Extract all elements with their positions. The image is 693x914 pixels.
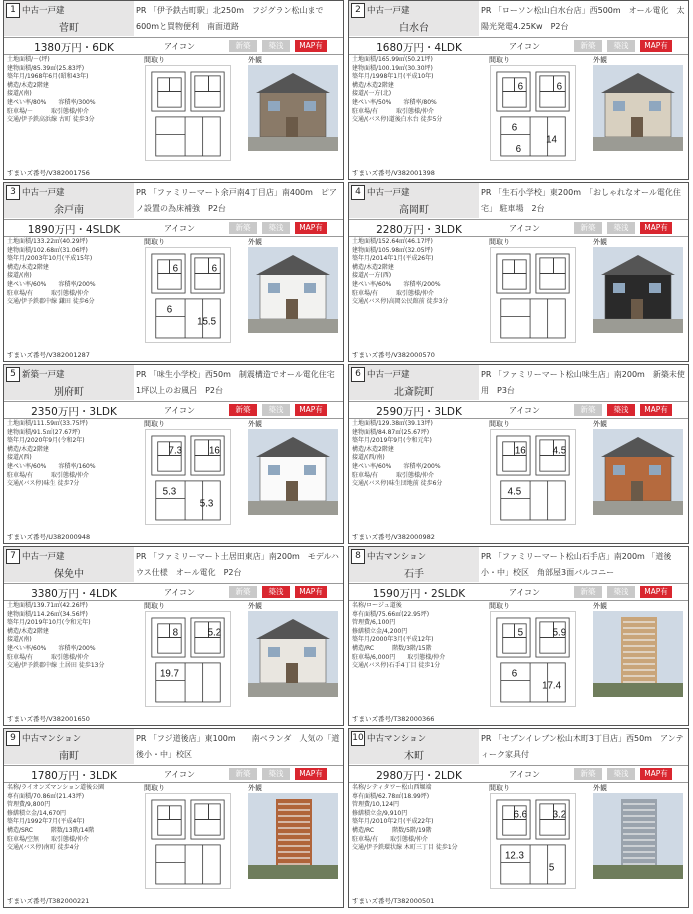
listing-number: 10 [351, 731, 365, 746]
price-bar [4, 583, 343, 601]
listing-code: すまいズ番号/V382001756 [7, 169, 90, 177]
exterior-photo[interactable] [593, 611, 683, 697]
spec-line: 交通/伊予鉄郡中線 土居田 徒歩13分 [7, 662, 105, 670]
spec-line: 土地面積/－(坪) [7, 56, 50, 63]
listing-header [4, 547, 343, 582]
badge-new-build: 新築 [574, 768, 602, 780]
badge-map[interactable]: MAP有 [640, 40, 672, 52]
spec-line: 駐車場/－ 取引態様/仲介 [7, 107, 90, 115]
property-type: 中古一戸建 [367, 188, 410, 198]
listing-code: すまいズ番号/T382000221 [7, 897, 90, 905]
exterior-label: 外観 [248, 238, 262, 246]
svg-text:5: 5 [548, 862, 555, 874]
spec-line: 交通/(バス停)石手4丁目 徒歩1分 [352, 662, 441, 670]
spec-list [7, 784, 139, 853]
exterior-photo[interactable] [248, 611, 338, 697]
badge-map[interactable]: MAP有 [640, 404, 672, 416]
listing-number: 6 [351, 367, 365, 382]
property-type: 中古一戸建 [22, 6, 65, 16]
spec-line: 接道/(南) [7, 636, 32, 644]
price: 2280万円・3LDK [376, 224, 462, 236]
spec-line: 土地面積/133.22㎡(40.29坪) [7, 238, 88, 245]
price-bar [349, 765, 688, 783]
price: 3380万円・4LDK [31, 588, 117, 600]
listing-card[interactable] [348, 364, 689, 544]
spec-line: 土地面積/139.71㎡(42.26坪) [7, 602, 88, 609]
price-bar [4, 401, 343, 419]
listing-card[interactable] [348, 182, 689, 362]
spec-line: 構造/木造2階建 [352, 263, 394, 271]
price: 1780万円・3LDK [31, 770, 117, 782]
svg-text:4.5: 4.5 [507, 486, 522, 498]
badge-new-build: 新築 [574, 222, 602, 234]
property-area: 余戸南 [54, 205, 84, 216]
price: 1680万円・4LDK [376, 42, 462, 54]
badge-new-build: 新築 [574, 404, 602, 416]
exterior-photo[interactable] [593, 65, 683, 151]
spec-line: 駐車場/6,000円 取引態様/仲介 [352, 653, 446, 661]
spec-line: 修繕積立金/9,910円 [352, 809, 408, 817]
pr-text: PR 「伊予鉄古町駅」北250m フジグラン松山まで600mと買物便利 南面道路 [136, 6, 324, 31]
property-area: 石手 [404, 569, 424, 580]
listing-card[interactable] [348, 728, 689, 908]
badge-recently-built: 築浅 [262, 404, 290, 416]
spec-line: 交通/(バス停)南町 徒歩4分 [7, 844, 80, 852]
spec-line: 建物面積/91.5㎡(27.67坪) [7, 428, 81, 436]
svg-text:6: 6 [517, 81, 524, 93]
listing-code: すまいズ番号/U382000948 [7, 533, 91, 541]
badge-new-build: 新築 [574, 586, 602, 598]
spec-line: 構造/木造2階建 [7, 81, 49, 89]
property-type-box [4, 183, 134, 218]
spec-list [352, 784, 484, 853]
property-type: 中古マンション [367, 552, 427, 562]
spec-line: 名称/ロージュ道後 [352, 602, 402, 609]
spec-line: 構造/RC 階数/3階/15階 [352, 644, 432, 652]
spec-line: 築年月/1968年6月(昭和43年) [7, 73, 89, 81]
pr-text: PR 「ファミリーマート余戸南4丁目店」南400m ピアノ設置の為床補強 P2台 [136, 188, 337, 213]
spec-line: 建物面積/114.26㎡(34.56坪) [7, 610, 88, 618]
floor-plan-label: 間取り [144, 784, 165, 792]
property-type: 中古マンション [22, 734, 82, 744]
floor-plan-image[interactable] [490, 429, 576, 525]
floor-plan-label: 間取り [489, 784, 510, 792]
pr-text: PR 「ファミリーマート松山味生店」南200m 新築未使用 P3台 [481, 370, 685, 395]
listing-header [349, 547, 688, 582]
spec-list [7, 56, 139, 125]
spec-line: 交通/(バス停)高岡公民館前 徒歩3分 [352, 298, 449, 306]
spec-line: 建ぺい率/50% 容積率/80% [352, 98, 437, 106]
price-bar [349, 583, 688, 601]
spec-line: 築年月/2020年9月(令和2年) [7, 437, 85, 445]
badge-map[interactable]: MAP有 [295, 222, 327, 234]
floor-plan-label: 間取り [489, 420, 510, 428]
svg-text:12.3: 12.3 [504, 850, 524, 862]
pr-text: PR 「ローソン松山白水台店」西500m オール電化 太陽光発電4.25Kw P2台 [481, 6, 685, 31]
spec-line: 構造/木造2階建 [7, 627, 49, 635]
badge-new-build: 新築 [229, 768, 257, 780]
spec-line: 交通/伊予鉄環状線 木町三丁目 徒歩1分 [352, 844, 458, 852]
spec-line: 専有面積/62.78㎡(18.99坪) [352, 792, 430, 800]
badge-map[interactable]: MAP有 [640, 222, 672, 234]
listing-card[interactable] [3, 364, 344, 544]
spec-line: 管理費/6,100円 [352, 619, 396, 627]
property-type: 中古一戸建 [367, 6, 410, 16]
property-type-box [349, 547, 479, 582]
svg-text:5.2: 5.2 [207, 627, 222, 639]
spec-line: 建ぺい率/60% 容積率/200% [7, 280, 96, 288]
listing-code: すまいズ番号/V382001287 [7, 351, 90, 359]
property-area: 木町 [404, 751, 424, 762]
badge-map[interactable]: MAP有 [640, 586, 672, 598]
exterior-photo[interactable] [248, 793, 338, 879]
listing-number: 2 [351, 3, 365, 18]
listing-header [349, 365, 688, 400]
svg-text:14: 14 [546, 134, 557, 146]
spec-line: 接道/(西/南) [352, 454, 385, 462]
floor-plan-image[interactable] [145, 793, 231, 889]
pr-text: PR 「フジ道後店」東100m 南ベランダ 人気の「道後小・中」校区 [136, 734, 340, 759]
spec-line: 名称/ライオンズマンション道後公園 [7, 784, 105, 791]
exterior-photo[interactable] [248, 247, 338, 333]
spec-line: 建ぺい率/60% 容積率/160% [7, 462, 96, 470]
badge-new-build: 新築 [229, 222, 257, 234]
svg-text:6: 6 [511, 122, 518, 134]
spec-line: 接道/(一方(北) [352, 90, 392, 98]
svg-text:6: 6 [556, 81, 563, 93]
spec-line: 構造/木造2階建 [7, 445, 49, 453]
price: 2980万円・2LDK [376, 770, 462, 782]
badge-new-build: 新築 [229, 586, 257, 598]
exterior-photo[interactable] [593, 429, 683, 515]
property-type: 中古マンション [367, 734, 427, 744]
listing-header [349, 1, 688, 36]
icon-label: アイコン [164, 406, 195, 415]
icon-label: アイコン [509, 406, 540, 415]
svg-text:5.3: 5.3 [199, 498, 214, 510]
spec-line: 交通/(バス停)味生 徒歩7分 [7, 480, 80, 488]
spec-line: 構造/木造2階建 [352, 81, 394, 89]
floor-plan-image[interactable] [490, 793, 576, 889]
icon-label: アイコン [164, 770, 195, 779]
listing-header [349, 183, 688, 218]
listing-header [4, 1, 343, 36]
svg-text:6: 6 [515, 144, 522, 156]
spec-list [352, 56, 484, 125]
spec-line: 専有面積/75.66㎡(22.95坪) [352, 610, 430, 618]
spec-line: 管理費/10,124円 [352, 801, 400, 809]
spec-line: 駐車場/有 取引態様/仲介 [352, 107, 435, 115]
property-type: 中古一戸建 [22, 188, 65, 198]
spec-line: 建ぺい率/60% 容積率/200% [352, 462, 441, 470]
spec-line: 築年月/2014年1月(平成26年) [352, 255, 434, 263]
property-area: 北斎院町 [394, 387, 434, 398]
spec-line: 専有面積/70.86㎡(21.43坪) [7, 792, 85, 800]
spec-list [7, 420, 139, 489]
listing-code: すまいズ番号/V382000570 [352, 351, 435, 359]
badge-recently-built: 築浅 [607, 40, 635, 52]
pr-text: PR 「セブンイレブン松山木町3丁目店」西50m アンティーク家具付 [481, 734, 684, 759]
spec-line: 修繕積立金/14,670円 [7, 809, 67, 817]
floor-plan-image[interactable] [145, 65, 231, 161]
icon-label: アイコン [509, 588, 540, 597]
listing-code: すまいズ番号/V382001398 [352, 169, 435, 177]
exterior-label: 外観 [248, 420, 262, 428]
spec-line: 構造/SRC 階数/13階/14階 [7, 826, 95, 834]
exterior-label: 外観 [248, 784, 262, 792]
price-bar [349, 37, 688, 55]
property-type-box [4, 547, 134, 582]
price: 2590万円・3LDK [376, 406, 462, 418]
floor-plan-label: 間取り [144, 238, 165, 246]
svg-text:6: 6 [172, 263, 179, 275]
spec-line: 建物面積/102.68㎡(31.06坪) [7, 246, 88, 254]
property-area: 南町 [59, 751, 79, 762]
property-type: 中古一戸建 [22, 552, 65, 562]
spec-line: 駐車場/有 取引態様/仲介 [7, 471, 90, 479]
spec-line: 建ぺい率/60% 容積率/200% [352, 280, 441, 288]
badge-recently-built: 築浅 [607, 222, 635, 234]
price-bar [4, 765, 343, 783]
badge-map[interactable]: MAP有 [295, 586, 327, 598]
spec-line: 土地面積/165.99㎡(50.21坪) [352, 56, 433, 63]
listing-code: すまいズ番号/V382000982 [352, 533, 435, 541]
svg-text:15.5: 15.5 [197, 316, 217, 328]
floor-plan-label: 間取り [489, 56, 510, 64]
listing-number: 4 [351, 185, 365, 200]
listing-number: 7 [6, 549, 20, 564]
spec-line: 築年月/2010年2月(平成22年) [352, 818, 434, 826]
listing-code: すまいズ番号/T382000501 [352, 897, 435, 905]
spec-line: 建物面積/84.87㎡(25.67坪) [352, 428, 430, 436]
spec-line: 接道/(南) [7, 90, 32, 98]
svg-text:8: 8 [172, 627, 179, 639]
floor-plan-label: 間取り [144, 56, 165, 64]
icon-label: アイコン [164, 42, 195, 51]
price: 1890万円・4SLDK [27, 224, 121, 236]
floor-plan-label: 間取り [489, 238, 510, 246]
floor-plan-image[interactable] [490, 247, 576, 343]
listing-header [4, 729, 343, 764]
badge-recently-built: 築浅 [607, 586, 635, 598]
property-area: 別府町 [54, 387, 84, 398]
exterior-label: 外観 [248, 56, 262, 64]
floor-plan-label: 間取り [144, 602, 165, 610]
spec-line: 構造/木造2階建 [352, 445, 394, 453]
spec-line: 建ぺい率/80% 容積率/300% [7, 98, 96, 106]
spec-line: 接道/(南) [7, 272, 32, 280]
spec-line: 駐車場/有 取引態様/仲介 [352, 289, 435, 297]
spec-line: 築年月/1992年7月(平成4年) [7, 818, 85, 826]
spec-line: 建ぺい率/60% 容積率/200% [7, 644, 96, 652]
spec-list [7, 238, 139, 307]
listing-header [349, 729, 688, 764]
spec-line: 名称/シティタワー松山西堀端 [352, 784, 432, 791]
badge-new-build: 新築 [229, 404, 257, 416]
property-type-box [349, 365, 479, 400]
listing-card[interactable] [348, 0, 689, 180]
spec-line: 構造/木造2階建 [7, 263, 49, 271]
price-bar [4, 37, 343, 55]
spec-line: 建物面積/105.98㎡(32.05坪) [352, 246, 433, 254]
spec-list [352, 420, 484, 489]
badge-recently-built: 築浅 [262, 768, 290, 780]
listing-header [4, 183, 343, 218]
badge-map[interactable]: MAP有 [295, 40, 327, 52]
spec-list [352, 238, 484, 307]
exterior-photo[interactable] [593, 793, 683, 879]
pr-text: PR 「味生小学校」西50m 制震構造でオール電化住宅 1坪以上のお風呂 P2台 [136, 370, 343, 395]
listing-header [4, 365, 343, 400]
spec-line: 駐車場/有 取引態様/仲介 [7, 653, 90, 661]
property-type: 中古一戸建 [367, 370, 410, 380]
property-area: 高岡町 [399, 205, 429, 216]
exterior-photo[interactable] [248, 65, 338, 151]
spec-line: 駐車場/有 取引態様/仲介 [352, 835, 429, 843]
exterior-label: 外観 [593, 238, 607, 246]
pr-text: PR 「ファミリーマート土居田東店」南200m モデルハウス仕様 オール電化 P2台 [136, 552, 339, 577]
badge-map[interactable]: MAP有 [295, 768, 327, 780]
spec-line: 築年月/2000年3月(平成12年) [352, 636, 434, 644]
floor-plan-image[interactable] [145, 611, 231, 707]
badge-recently-built: 築浅 [262, 40, 290, 52]
spec-line: 建物面積/85.39㎡(25.83坪) [7, 64, 85, 72]
svg-text:6: 6 [166, 304, 173, 316]
spec-line: 接道/(一方(西) [352, 272, 392, 280]
exterior-label: 外観 [593, 602, 607, 610]
listing-card[interactable] [3, 728, 344, 908]
spec-line: 交通/(バス停)道後白水台 徒歩5分 [352, 116, 443, 124]
exterior-photo[interactable] [248, 429, 338, 515]
spec-line: 土地面積/129.38㎡(39.13坪) [352, 420, 433, 427]
svg-text:19.7: 19.7 [159, 668, 179, 680]
spec-line: 駐車場/有 取引態様/仲介 [7, 289, 90, 297]
badge-recently-built: 築浅 [262, 222, 290, 234]
svg-text:6: 6 [511, 668, 518, 680]
spec-line: 土地面積/111.59㎡(33.75坪) [7, 420, 88, 427]
spec-line: 駐車場/有 取引態様/仲介 [352, 471, 435, 479]
price-bar [349, 219, 688, 237]
listing-card[interactable] [3, 546, 344, 726]
listing-number: 1 [6, 3, 20, 18]
svg-text:6.6: 6.6 [513, 809, 528, 821]
spec-line: 修繕積立金/4,200円 [352, 627, 408, 635]
icon-label: アイコン [509, 770, 540, 779]
spec-line: 駐車場/空無 取引態様/仲介 [7, 835, 90, 843]
exterior-label: 外観 [593, 56, 607, 64]
listing-number: 5 [6, 367, 20, 382]
badge-map[interactable]: MAP有 [295, 404, 327, 416]
spec-line: 築年月/2019年10月(令和元年) [7, 619, 91, 627]
svg-text:16: 16 [208, 445, 220, 457]
price-bar [349, 401, 688, 419]
svg-text:6: 6 [211, 263, 218, 275]
badge-recently-built: 築浅 [607, 404, 635, 416]
listing-code: すまいズ番号/T382000366 [352, 715, 435, 723]
exterior-label: 外観 [593, 784, 607, 792]
icon-label: アイコン [164, 224, 195, 233]
pr-text: PR 「ファミリーマート松山石手店」南200m 「道後小・中」校区 角部屋3面バルコニー [481, 552, 672, 577]
spec-line: 築年月/2019年9月(令和元年) [352, 437, 432, 445]
svg-text:5.3: 5.3 [162, 486, 177, 498]
property-type-box [4, 365, 134, 400]
svg-text:5.9: 5.9 [552, 627, 567, 639]
floor-plan-image[interactable] [145, 247, 231, 343]
exterior-label: 外観 [248, 602, 262, 610]
exterior-photo[interactable] [593, 247, 683, 333]
property-type-box [349, 183, 479, 218]
floor-plan-label: 間取り [489, 602, 510, 610]
svg-text:4.5: 4.5 [552, 445, 567, 457]
badge-map[interactable]: MAP有 [640, 768, 672, 780]
listing-number: 8 [351, 549, 365, 564]
floor-plan-image[interactable] [490, 611, 576, 707]
listing-number: 3 [6, 185, 20, 200]
property-area: 菅町 [59, 23, 79, 34]
icon-label: アイコン [509, 42, 540, 51]
spec-line: 管理費/9,800円 [7, 801, 51, 809]
property-type: 新築一戸建 [22, 370, 65, 380]
spec-line: 交通/(バス停)味生団地前 徒歩6分 [352, 480, 443, 488]
property-type-box [4, 729, 134, 764]
icon-label: アイコン [164, 588, 195, 597]
spec-list [352, 602, 484, 671]
badge-recently-built: 築浅 [262, 586, 290, 598]
property-type-box [349, 1, 479, 36]
svg-text:3.2: 3.2 [552, 809, 567, 821]
badge-new-build: 新築 [229, 40, 257, 52]
spec-line: 構造/RC 階数/5階/19階 [352, 826, 432, 834]
price-bar [4, 219, 343, 237]
spec-line: 交通/伊予鉄郡中線 鎌田 徒歩6分 [7, 298, 95, 306]
listing-card[interactable] [3, 0, 344, 180]
svg-text:16: 16 [514, 445, 526, 457]
spec-line: 建物面積/100.19㎡(30.30坪) [352, 64, 433, 72]
spec-line: 築年月/2003年10月(平成15年) [7, 255, 93, 263]
pr-text: PR 「生石小学校」東200m 「おしゃれなオール電化住宅」 駐車場 2台 [481, 188, 681, 213]
floor-plan-image[interactable] [490, 65, 576, 161]
property-type-box [4, 1, 134, 36]
spec-line: 接道/(西) [7, 454, 32, 462]
icon-label: アイコン [509, 224, 540, 233]
exterior-label: 外観 [593, 420, 607, 428]
floor-plan-image[interactable] [145, 429, 231, 525]
property-area: 保免中 [54, 569, 84, 580]
spec-line: 築年月/1998年1月(平成10年) [352, 73, 434, 81]
listing-number: 9 [6, 731, 20, 746]
property-area: 白水台 [399, 23, 429, 34]
badge-new-build: 新築 [574, 40, 602, 52]
listing-card[interactable] [348, 546, 689, 726]
price: 1380万円・6DK [34, 42, 114, 54]
svg-text:17.4: 17.4 [542, 680, 562, 692]
svg-text:5: 5 [517, 627, 524, 639]
svg-text:7.3: 7.3 [168, 445, 183, 457]
badge-recently-built: 築浅 [607, 768, 635, 780]
floor-plan-label: 間取り [144, 420, 165, 428]
spec-line: 交通/伊予鉄高浜線 古町 徒歩3分 [7, 116, 95, 124]
listing-card[interactable] [3, 182, 344, 362]
price: 2350万円・3LDK [31, 406, 117, 418]
spec-list [7, 602, 139, 671]
spec-line: 土地面積/152.64㎡(46.17坪) [352, 238, 433, 245]
listing-code: すまいズ番号/V382001650 [7, 715, 90, 723]
price: 1590万円・2SLDK [372, 588, 466, 600]
property-type-box [349, 729, 479, 764]
